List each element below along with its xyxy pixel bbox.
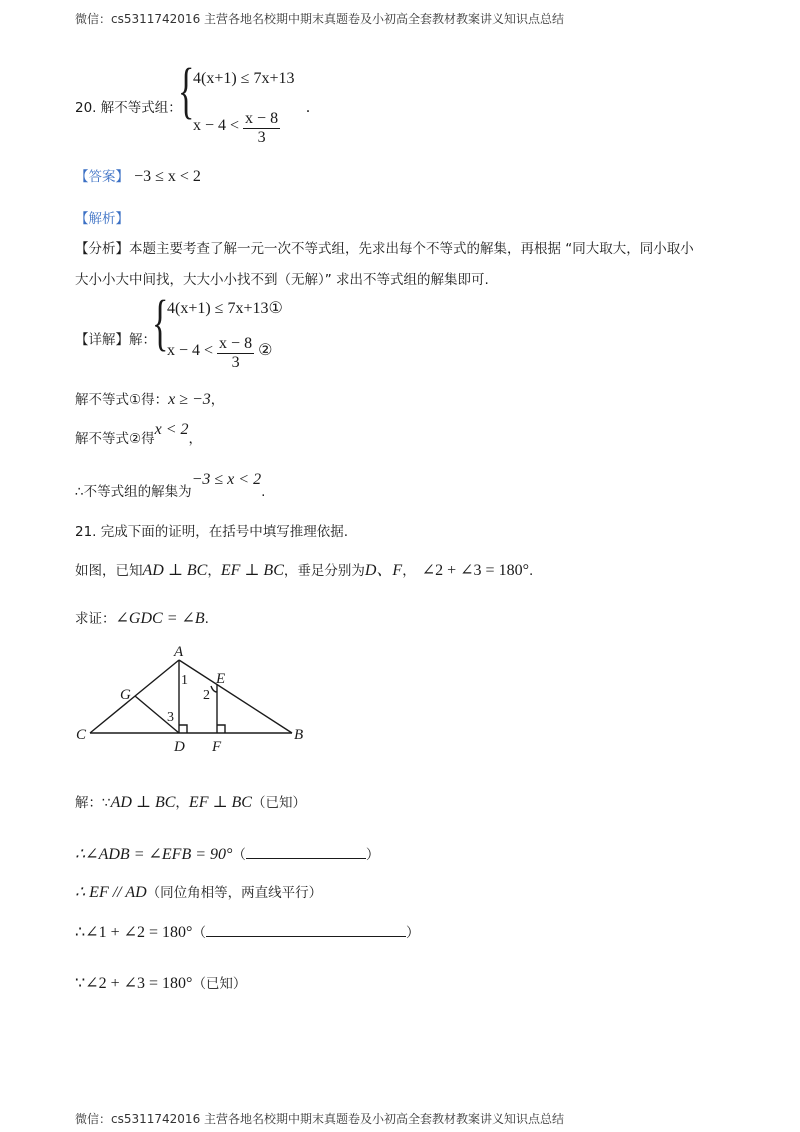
given-m3: D、F	[364, 562, 403, 579]
sol5-reason: （已知）	[192, 976, 247, 992]
fenxi-line1: 【分析】本题主要考查了解一元一次不等式组，先求出每个不等式的解集，再根据 “同大取大，同小取小	[75, 241, 694, 257]
step3-math: −3 ≤ x < 2	[191, 471, 262, 488]
sol2-open: （	[232, 847, 246, 863]
sol1-sep: ，	[175, 795, 189, 811]
sol4-close: ）	[405, 925, 420, 941]
sol1-m2: EF ⊥ BC	[188, 794, 252, 811]
right-angle-d	[179, 725, 187, 733]
given-m2: EF ⊥ BC	[220, 562, 284, 579]
step1-text: 解不等式①得：	[75, 392, 169, 408]
label-angle-1: 1	[181, 673, 188, 688]
q20-ineq1: 4(x+1) ≤ 7x+13	[193, 70, 295, 87]
label-e: E	[216, 671, 226, 687]
q20-frac-num: x − 8	[245, 110, 279, 127]
detail-label: 【详解】解：	[75, 332, 156, 348]
sol4-blank[interactable]	[206, 922, 406, 937]
sol2-blank[interactable]	[246, 844, 366, 859]
step2-math: x < 2	[154, 421, 189, 438]
page-header: 微信：cs5311742016 主营各地名校期中期末真题卷及小初高全套教材教案讲义知识点总结	[75, 12, 565, 26]
detail-circ2: ②	[258, 342, 273, 359]
sol1-pre: 解：∵	[75, 795, 111, 811]
label-f: F	[212, 739, 222, 755]
label-a: A	[174, 644, 184, 660]
given-sep: ，	[207, 563, 221, 579]
detail-frac-den: 3	[231, 354, 240, 371]
geometry-figure	[70, 640, 320, 755]
detail-ineq2-left: x − 4 <	[167, 342, 214, 359]
sol3-reason: （同位角相等，两直线平行）	[146, 885, 323, 901]
given-m4: ∠2 + ∠3 = 180°	[421, 562, 529, 579]
step2-line	[75, 421, 203, 448]
label-angle-3: 3	[167, 710, 174, 725]
given-m1: AD ⊥ BC	[142, 562, 208, 579]
detail-frac-num: x − 8	[219, 335, 253, 352]
sol4-open: （	[192, 925, 206, 941]
q20-period: .	[306, 99, 310, 116]
q20-ineq2-left: x − 4 <	[193, 117, 240, 134]
label-c: C	[76, 727, 87, 743]
answer-line	[75, 165, 201, 186]
label-b: B	[294, 727, 304, 743]
page-footer: 微信：cs5311742016 主营各地名校期中期末真题卷及小初高全套教材教案讲义知识点总结	[75, 1112, 565, 1126]
q21-label: 21. 完成下面的证明，在括号中填写推理依据.	[75, 524, 349, 540]
sol2-math: ∴∠ADB = ∠EFB = 90°	[75, 846, 233, 863]
step3-end: .	[261, 484, 266, 500]
given-pre: 如图，已知	[75, 563, 143, 579]
q20-frac-den: 3	[257, 129, 266, 146]
sol1-m1: AD ⊥ BC	[110, 794, 176, 811]
step1-math: x ≥ −3	[168, 391, 211, 408]
q21-prove	[75, 607, 209, 628]
prove-pre: 求证：	[75, 611, 116, 627]
q20-fraction	[243, 110, 280, 147]
step3-text: ∴不等式组的解集为	[75, 484, 192, 500]
step3-line	[75, 471, 266, 501]
sol4-math: ∴∠1 + ∠2 = 180°	[75, 924, 193, 941]
sol-line5	[75, 972, 246, 993]
label-angle-2: 2	[203, 688, 210, 703]
label-g: G	[120, 687, 131, 703]
answer-value: −3 ≤ x < 2	[134, 168, 201, 185]
prove-end: .	[204, 611, 209, 627]
q21-given	[75, 557, 533, 580]
step2-text: 解不等式②得	[75, 431, 155, 447]
step1-end: ，	[210, 392, 225, 408]
given-mid: ，垂足分别为	[283, 563, 365, 579]
sol3-math: ∴ EF // AD	[75, 884, 147, 901]
step1-line	[75, 388, 224, 409]
given-sep2: ，	[402, 563, 416, 579]
prove-math: ∠GDC = ∠B	[115, 610, 205, 627]
sol2-close: ）	[365, 847, 380, 863]
label-d: D	[174, 739, 185, 755]
sol1-reason: （已知）	[251, 795, 306, 811]
sol-line3	[75, 881, 322, 902]
line-ab	[179, 660, 292, 733]
q20-ineq2	[193, 110, 280, 147]
q20-label: 20. 解不等式组：	[75, 100, 182, 116]
step2-end: ，	[188, 431, 203, 447]
given-end: .	[528, 563, 534, 579]
sol-line2	[75, 843, 379, 864]
answer-tag: 【答案】	[75, 169, 129, 185]
sol5-math: ∵∠2 + ∠3 = 180°	[75, 975, 193, 992]
analysis-tag: 【解析】	[75, 211, 129, 227]
sol-line4	[75, 921, 419, 942]
detail-ineq2	[167, 335, 272, 372]
detail-fraction	[217, 335, 254, 372]
fenxi-line2: 大小小大中间找，大大小小找不到（无解）” 求出不等式组的解集即可.	[75, 272, 489, 288]
sol-line1	[75, 791, 306, 812]
right-angle-f	[217, 725, 225, 733]
q20-brace: {	[178, 57, 195, 125]
detail-ineq1: 4(x+1) ≤ 7x+13①	[167, 300, 283, 317]
detail-brace: {	[152, 289, 169, 357]
